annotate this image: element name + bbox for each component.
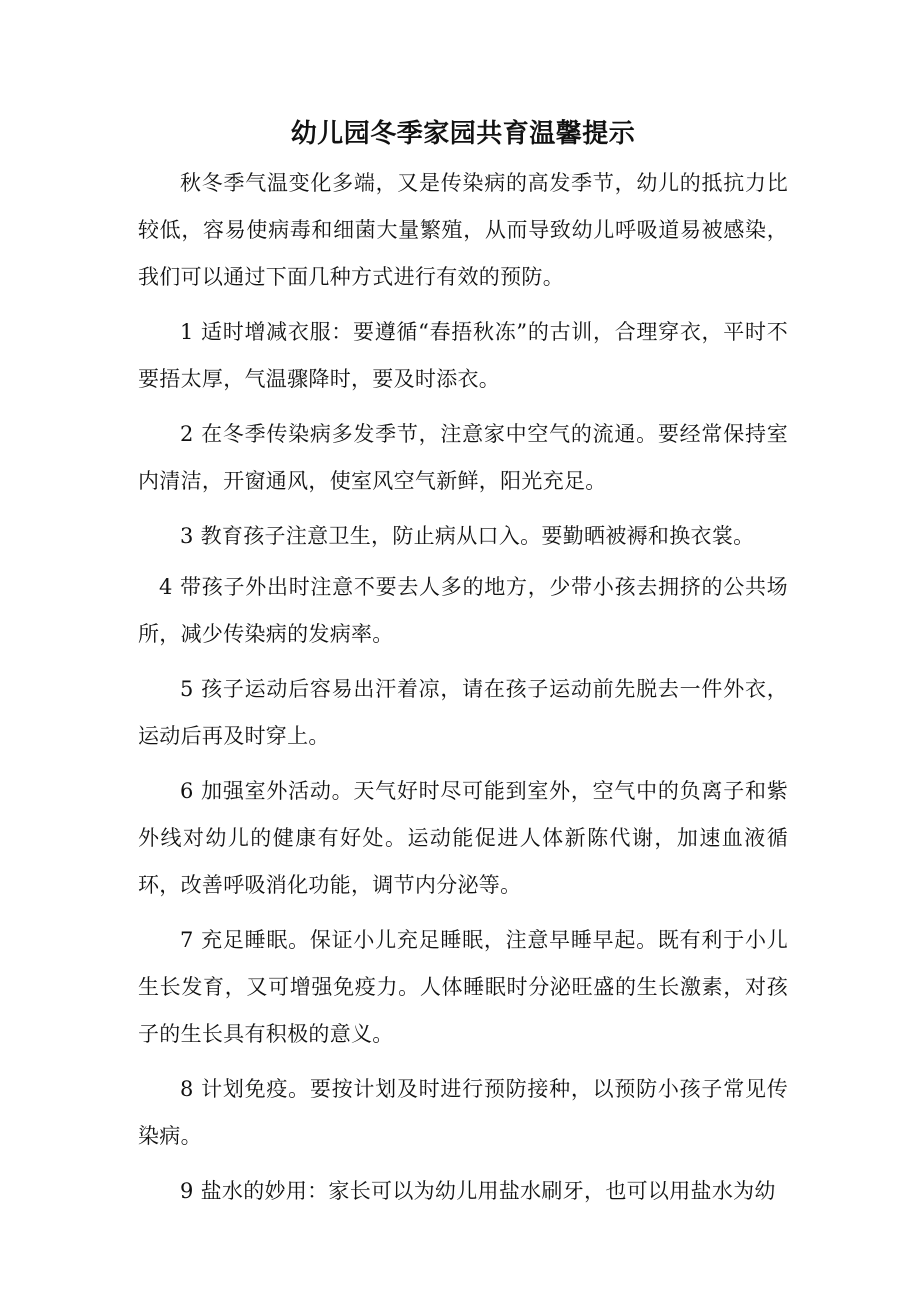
intro-paragraph: 秋冬季气温变化多端，又是传染病的高发季节，幼儿的抵抗力比较低，容易使病毒和细菌大量繁殖，从而导致幼儿呼吸道易被感染，我们可以通过下面几种方式进行有效的预防。 — [138, 171, 788, 289]
tip-9-paragraph: 9 盐水的妙用：家长可以为幼儿用盐水刷牙，也可以用盐水为幼 — [180, 1179, 776, 1203]
tip-6-paragraph: 6 加强室外活动。天气好时尽可能到室外，空气中的负离子和紫外线对幼儿的健康有好处。运动能促进人体新陈代谢，加速血液循环，改善呼吸消化功能，调节内分泌等。 — [138, 779, 788, 897]
tip-5-paragraph: 5 孩子运动后容易出汗着凉，请在孩子运动前先脱去一件外衣，运动后再及时穿上。 — [138, 677, 788, 748]
tip-4-paragraph: 4 带孩子外出时注意不要去人多的地方，少带小孩去拥挤的公共场所，减少传染病的发病率。 — [138, 575, 788, 646]
tip-7-paragraph: 7 充足睡眠。保证小儿充足睡眠，注意早睡早起。既有利于小儿生长发育，又可增强免疫力。人体睡眠时分泌旺盛的生长激素，对孩子的生长具有积极的意义。 — [138, 928, 788, 1046]
tip-2-paragraph: 2 在冬季传染病多发季节，注意家中空气的流通。要经常保持室内清洁，开窗通风，使室风空气新鲜，阳光充足。 — [138, 422, 788, 493]
tip-8-paragraph: 8 计划免疫。要按计划及时进行预防接种，以预防小孩子常见传染病。 — [138, 1077, 788, 1148]
tip-3-paragraph: 3 教育孩子注意卫生，防止病从口入。要勤晒被褥和换衣裳。 — [180, 524, 755, 548]
document-title: 幼儿园冬季家园共育温馨提示 — [290, 119, 636, 149]
tip-1-paragraph: 1 适时增减衣服：要遵循“春捂秋冻”的古训，合理穿衣，平时不要捂太厚，气温骤降时，要及时添衣。 — [138, 320, 788, 391]
